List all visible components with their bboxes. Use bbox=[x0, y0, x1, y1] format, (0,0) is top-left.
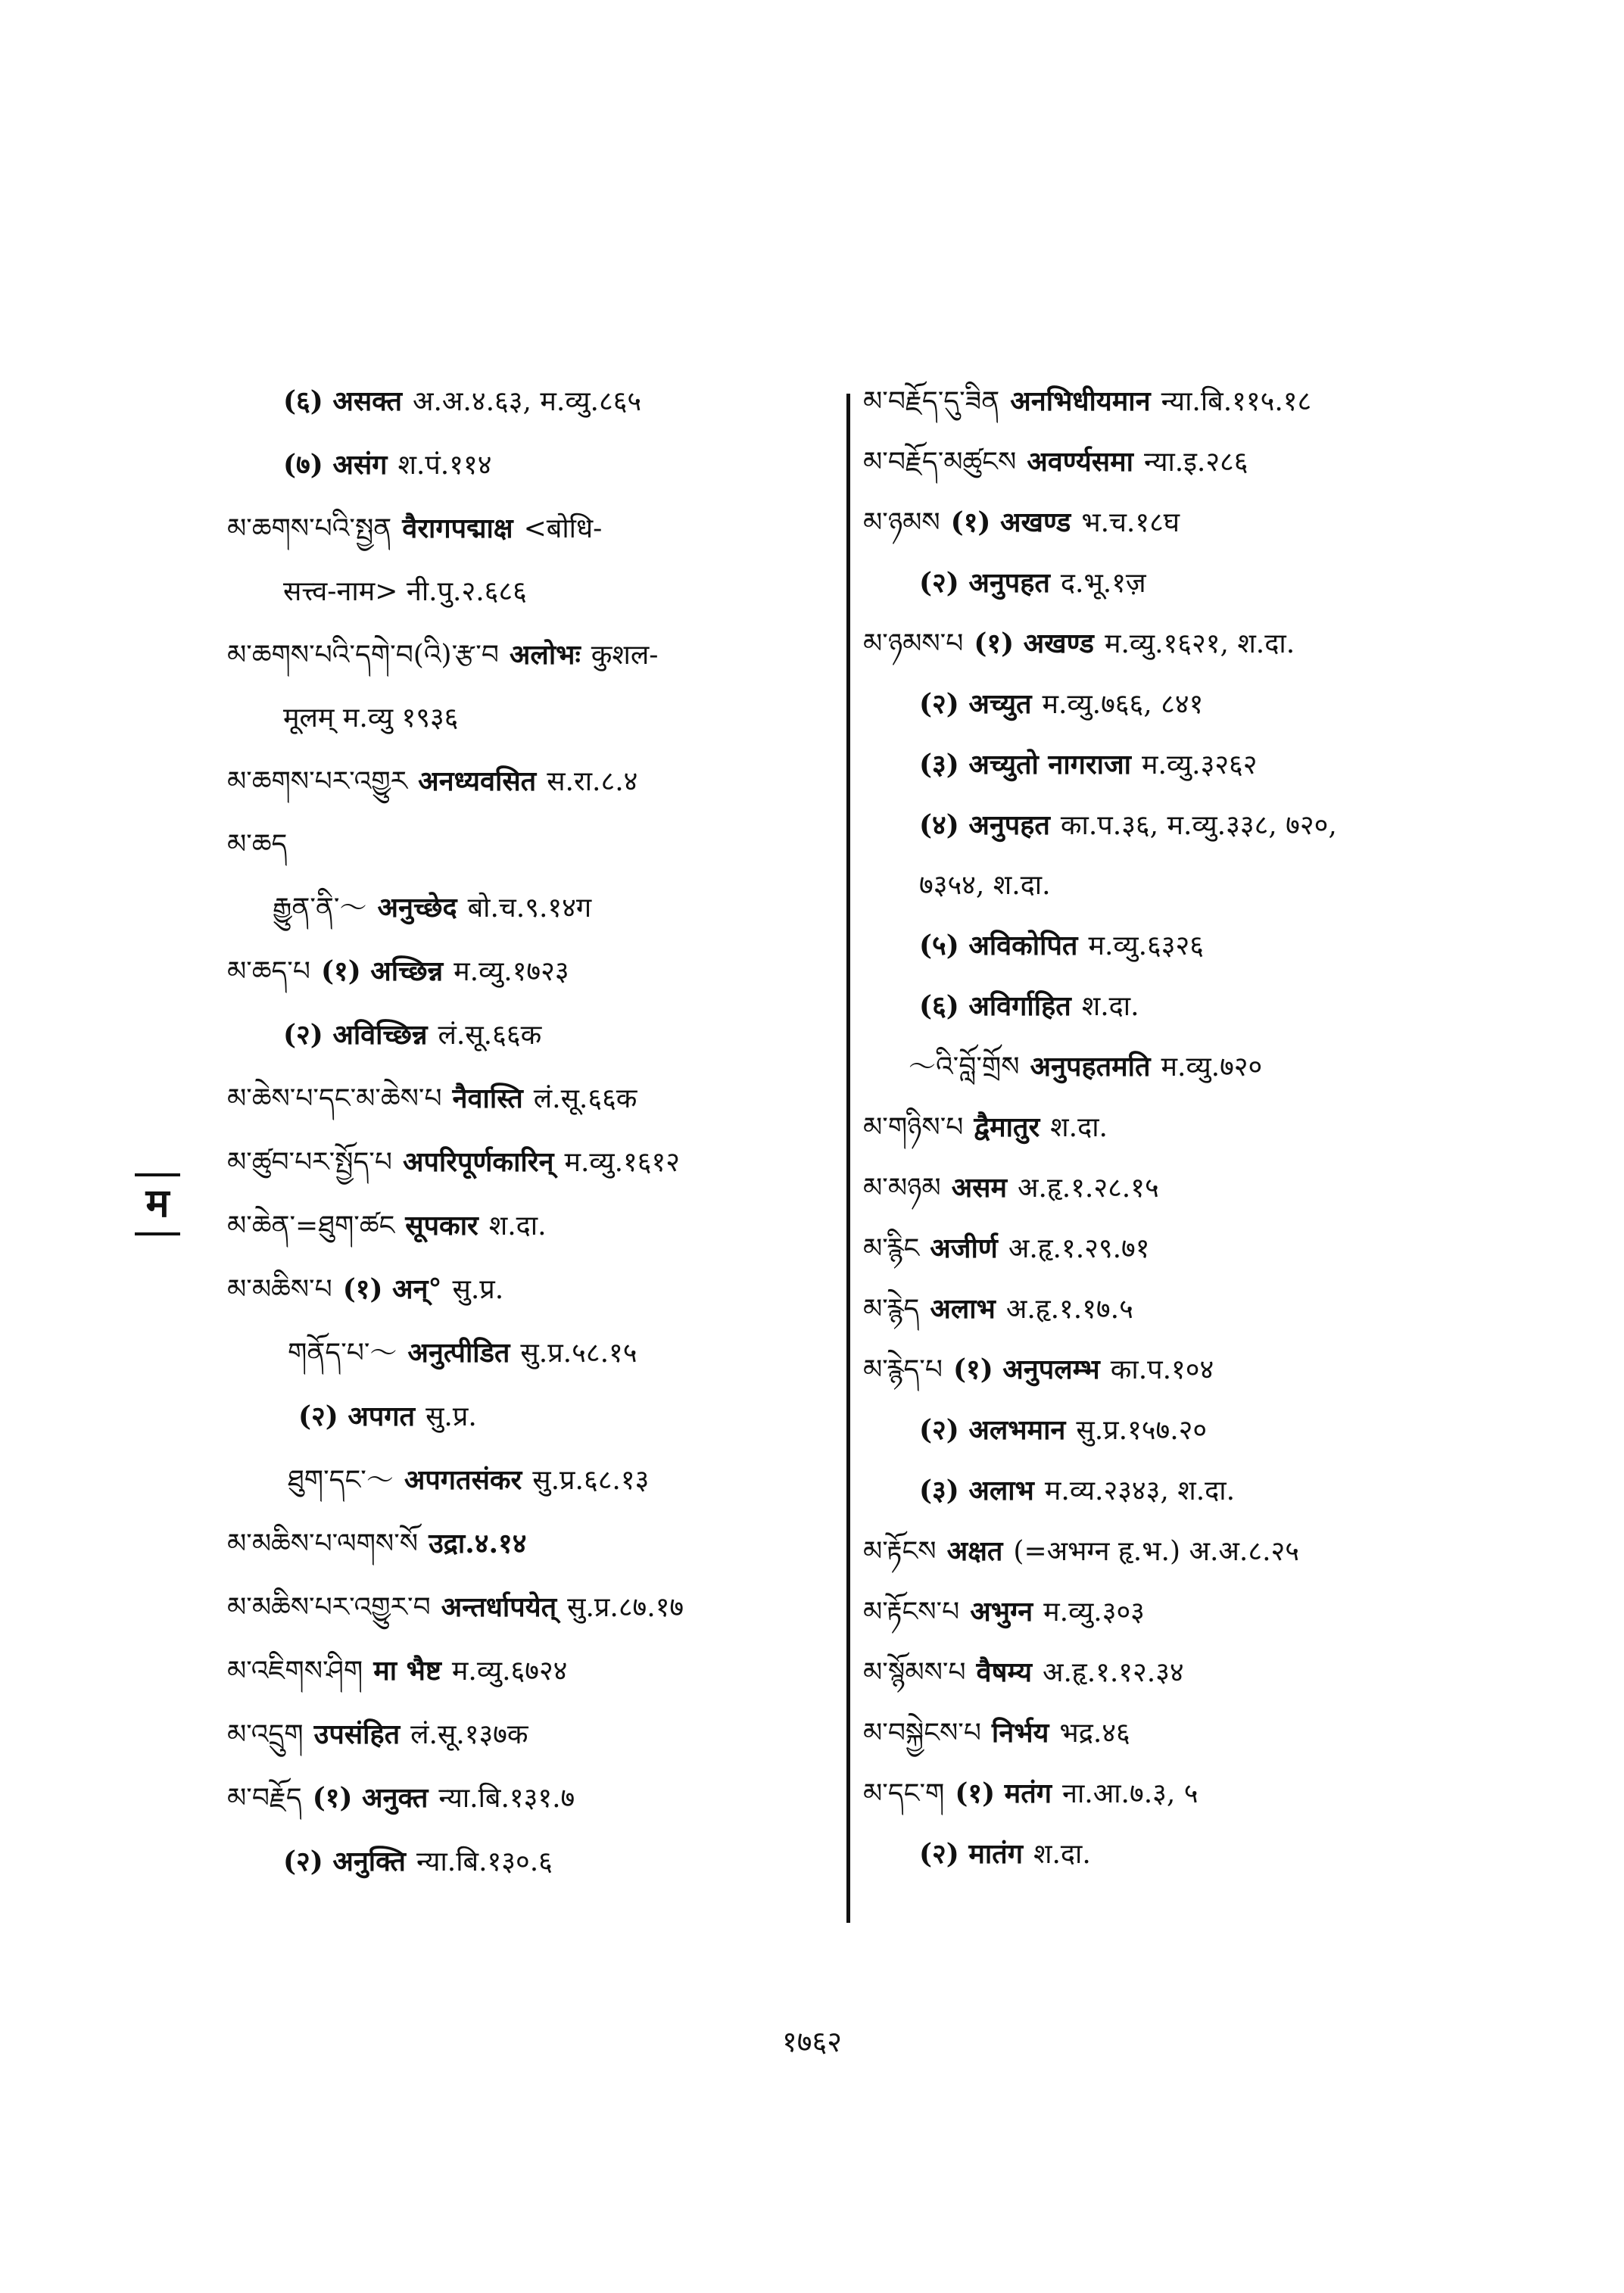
entry-source: म.व्यु.३०३ bbox=[1043, 1597, 1145, 1628]
column-divider bbox=[846, 394, 850, 1923]
entry-tibetan: མ་ཉམས bbox=[863, 507, 940, 538]
entry-tibetan: རྒྱུན་ནི་～ bbox=[273, 893, 367, 924]
entry-sanskrit: उपसंहित bbox=[313, 1718, 401, 1750]
entry-source: श.पं.११४ bbox=[397, 450, 492, 481]
entry-sanskrit: अनभिधीयमान bbox=[1010, 385, 1151, 417]
entry-tibetan: མ་རྙེད་པ bbox=[863, 1354, 943, 1385]
entry-source: श.दा. bbox=[488, 1210, 547, 1242]
entry-source: अ.हृ.१.२८.१५ bbox=[1018, 1173, 1159, 1204]
entry-tibetan: གནོད་པ་～ bbox=[288, 1338, 397, 1369]
entry-source: अ.अ.४.६३, म.व्यु.८६५ bbox=[412, 386, 642, 417]
entry-tibetan: མ་འཇིགས་ཤིག bbox=[227, 1656, 363, 1687]
entry-tibetan: མ་གཉིས་པ bbox=[863, 1112, 964, 1143]
entry-tibetan: མ་རྙིང bbox=[863, 1233, 920, 1264]
dictionary-entry bbox=[227, 1783, 833, 1814]
entry-tibetan: མ་མཆིས་པ་ལགས་སོ bbox=[227, 1528, 419, 1559]
entry-sanskrit: अजीर्ण bbox=[930, 1232, 998, 1264]
entry-source: का.प.३६, म.व्यु.३३८, ७२०, bbox=[1060, 810, 1337, 841]
entry-tibetan: མ་ཆེན་=ཐུག་ཚང bbox=[227, 1210, 395, 1242]
entry-tibetan: མ་ཆགས་པའི་སྤྱན bbox=[227, 513, 392, 544]
entry-tibetan: མ་མཉམ bbox=[863, 1173, 941, 1204]
entry-tibetan: མ་བརྗོད་དུ་ཟིན bbox=[863, 386, 1000, 417]
entry-sanskrit: (१) मतंग bbox=[955, 1777, 1052, 1809]
entry-sanskrit: (१) अखण्ड bbox=[950, 506, 1071, 538]
dictionary-entry bbox=[863, 1294, 1507, 1325]
entry-source: न्या.बि.११५.१८ bbox=[1161, 386, 1312, 417]
dictionary-entry bbox=[227, 766, 833, 797]
entry-source: का.प.१०४ bbox=[1110, 1354, 1214, 1385]
entry-tibetan: མ་འདྲུག bbox=[227, 1719, 304, 1750]
entry-source: अ.हृ.१.१७.५ bbox=[1005, 1294, 1133, 1325]
entry-source: भद्र.४६ bbox=[1059, 1718, 1130, 1749]
entry-source: न्या.इ.२८६ bbox=[1143, 447, 1248, 478]
entry-sanskrit: (२) अविच्छिन्न bbox=[283, 1019, 428, 1051]
entry-source: कुशल- bbox=[591, 640, 659, 671]
entry-sanskrit: (१) अनुक्त bbox=[312, 1782, 429, 1814]
entry-source: म.व्यु.१६१२ bbox=[564, 1147, 680, 1178]
entry-tibetan: མ་བརྗོད་མཚུངས bbox=[863, 447, 1017, 478]
right-column bbox=[863, 386, 1507, 1899]
entry-sanskrit: अलाभ bbox=[930, 1293, 996, 1325]
dictionary-entry bbox=[227, 1592, 833, 1623]
entry-source: म.व्यु.६७२४ bbox=[451, 1656, 568, 1687]
entry-tibetan: མ་རྟོངས་པ bbox=[863, 1597, 960, 1628]
dictionary-entry bbox=[227, 1147, 833, 1178]
dictionary-entry bbox=[227, 640, 833, 671]
section-letter-tab: म bbox=[135, 1173, 180, 1235]
entry-source: न्या.बि.१३०.६ bbox=[416, 1846, 553, 1877]
dictionary-entry bbox=[909, 689, 1507, 720]
entry-source: लं.सू.१३७क bbox=[410, 1719, 528, 1750]
entry-sanskrit: अक्षत bbox=[946, 1535, 1003, 1567]
dictionary-entry bbox=[909, 749, 1507, 780]
entry-sanskrit: अलोभः bbox=[509, 639, 581, 671]
dictionary-entry bbox=[863, 628, 1507, 659]
dictionary-entry bbox=[909, 871, 1507, 901]
dictionary-entry bbox=[273, 1020, 833, 1051]
entry-tibetan: མ་ཚུབ་པར་སྤྱོད་པ bbox=[227, 1147, 392, 1178]
dictionary-entry bbox=[227, 1210, 833, 1242]
entry-sanskrit: (५) अविकोपित bbox=[919, 930, 1078, 961]
entry-sanskrit: अनध्यवसित bbox=[418, 765, 537, 797]
entry-tibetan: མ་ཆེས་པ་དང་མ་ཆེས་པ bbox=[227, 1083, 442, 1114]
entry-source: अ.हृ.१.१२.३४ bbox=[1042, 1657, 1184, 1688]
entry-source: म.व्यु.७६६, ८४१ bbox=[1042, 689, 1204, 720]
entry-sanskrit: उद्रा.४.१४ bbox=[429, 1528, 527, 1559]
entry-sanskrit: निर्भय bbox=[991, 1717, 1049, 1749]
entry-sanskrit: (१) अच्छिन्न bbox=[320, 955, 444, 987]
entry-tibetan: མ་དང་ག bbox=[863, 1778, 945, 1809]
entry-sanskrit: अन्तर्धापयेत् bbox=[441, 1591, 557, 1623]
dictionary-entry bbox=[288, 1465, 833, 1496]
entry-tibetan: མ་ཉམས་པ bbox=[863, 628, 964, 659]
entry-sanskrit: नैवास्ति bbox=[452, 1083, 523, 1114]
page-number: १७६२ bbox=[781, 2025, 843, 2058]
entry-tibetan: མ་མཆིས་པ bbox=[227, 1274, 332, 1305]
entry-source: सु.प्र. bbox=[425, 1401, 477, 1432]
entry-sanskrit: (३) अलाभ bbox=[919, 1475, 1034, 1506]
entry-source: श.दा. bbox=[1081, 991, 1139, 1022]
entry-sanskrit: (४) अनुपहत bbox=[919, 809, 1050, 841]
entry-source: सु.प्र.६८.१३ bbox=[532, 1465, 650, 1496]
dictionary-entry bbox=[227, 1274, 833, 1305]
entry-sanskrit: द्वैमातुर bbox=[974, 1111, 1040, 1143]
dictionary-entry bbox=[863, 1718, 1507, 1749]
entry-source: म.व्यु.६३२६ bbox=[1088, 930, 1204, 961]
entry-source: मूलम् म.व्यु १९३६ bbox=[283, 703, 459, 734]
entry-source: अ.हृ.१.२९.७१ bbox=[1008, 1233, 1150, 1264]
entry-tibetan: ཐུག་དང་～ bbox=[288, 1465, 394, 1496]
dictionary-entry bbox=[863, 507, 1507, 538]
entry-sanskrit: मा भैष्ट bbox=[373, 1655, 441, 1687]
dictionary-entry bbox=[273, 893, 833, 924]
dictionary-entry bbox=[909, 991, 1507, 1022]
entry-sanskrit: अपरिपूर्णकारिन् bbox=[402, 1146, 554, 1178]
entry-source: सु.प्र.१५७.२० bbox=[1076, 1415, 1208, 1446]
entry-sanskrit: (२) अच्युत bbox=[919, 688, 1032, 720]
dictionary-entry bbox=[227, 1656, 833, 1687]
entry-source: बो.च.९.१४ग bbox=[467, 893, 592, 924]
dictionary-entry bbox=[227, 956, 833, 987]
entry-tibetan: མ་ཆད bbox=[227, 829, 288, 860]
entry-source: <बोधि- bbox=[523, 513, 603, 544]
dictionary-entry bbox=[227, 513, 833, 544]
dictionary-entry bbox=[227, 830, 833, 860]
dictionary-entry bbox=[909, 568, 1507, 599]
entry-source: स.रा.८.४ bbox=[547, 766, 638, 797]
entry-sanskrit: अनुत्पीडित bbox=[407, 1337, 510, 1369]
entry-sanskrit: (१) अन्° bbox=[342, 1273, 442, 1305]
entry-sanskrit: (६) अविर्गाहित bbox=[919, 990, 1071, 1022]
entry-source: सु.प्र.५८.१५ bbox=[520, 1338, 637, 1369]
entry-source: सु.प्र.८७.१७ bbox=[567, 1592, 684, 1623]
entry-sanskrit: सूपकार bbox=[405, 1210, 478, 1242]
dictionary-entry bbox=[863, 1597, 1507, 1628]
dictionary-entry bbox=[863, 386, 1507, 417]
entry-sanskrit: अनुपहतमति bbox=[1030, 1051, 1151, 1083]
entry-tibetan: མ་རྟོངས bbox=[863, 1536, 937, 1567]
entry-tibetan: མ་སྙོམས་པ bbox=[863, 1657, 966, 1688]
dictionary-entry bbox=[909, 930, 1507, 961]
dictionary-entry bbox=[863, 1112, 1507, 1143]
dictionary-entry bbox=[909, 1051, 1507, 1083]
dictionary-entry bbox=[863, 1233, 1507, 1264]
dictionary-entry bbox=[227, 1719, 833, 1750]
entry-tibetan: མ་བརྗོད bbox=[227, 1783, 302, 1814]
entry-tibetan: མ་མཆིས་པར་འགྱུར་བ bbox=[227, 1592, 431, 1623]
entry-source: म.व्य.२३४३, श.दा. bbox=[1044, 1475, 1236, 1506]
entry-sanskrit: असम bbox=[951, 1172, 1008, 1204]
entry-source: द.भू.१ज़ bbox=[1060, 568, 1146, 599]
entry-source: म.व्यु.१६२१, श.दा. bbox=[1104, 628, 1295, 659]
entry-sanskrit: अवर्ण्यसमा bbox=[1027, 446, 1133, 478]
dictionary-entry bbox=[273, 450, 833, 481]
entry-tibetan: མ་ཆགས་པའི་དགེ་བ(འི)་རྩ་བ bbox=[227, 640, 499, 671]
entry-source: श.दा. bbox=[1033, 1839, 1091, 1870]
entry-tibetan: མ་རྙེད bbox=[863, 1294, 920, 1325]
entry-source: भ.च.१८घ bbox=[1081, 507, 1180, 538]
entry-sanskrit: अभुग्न bbox=[970, 1596, 1033, 1628]
entry-sanskrit: (२) अनुक्ति bbox=[283, 1846, 406, 1877]
dictionary-entry bbox=[863, 1536, 1507, 1567]
dictionary-entry bbox=[909, 1839, 1507, 1870]
entry-source: श.दा. bbox=[1050, 1112, 1108, 1143]
entry-source: सत्त्व-नाम> नी.पु.२.६८६ bbox=[283, 576, 527, 607]
dictionary-entry bbox=[273, 703, 833, 734]
dictionary-entry bbox=[909, 810, 1507, 841]
dictionary-entry bbox=[273, 577, 833, 607]
entry-source: (=अभग्न हृ.भ.) अ.अ.८.२५ bbox=[1013, 1536, 1299, 1567]
entry-source: म.व्यु.७२० bbox=[1161, 1051, 1263, 1083]
entry-source: लं.सू.६६क bbox=[438, 1020, 542, 1051]
entry-sanskrit: वैषम्य bbox=[976, 1656, 1032, 1688]
entry-source: म.व्यु.३२६२ bbox=[1142, 749, 1258, 780]
entry-tibetan: མ་བསྐྱེངས་པ bbox=[863, 1718, 981, 1749]
entry-tibetan: ～འི་བློ་གྲོས bbox=[909, 1051, 1020, 1083]
entry-tibetan: མ་ཆད་པ bbox=[227, 956, 310, 987]
entry-source: लं.सू.६६क bbox=[533, 1083, 637, 1114]
entry-source: सु.प्र. bbox=[452, 1274, 504, 1305]
entry-sanskrit: अनुच्छेद bbox=[377, 892, 457, 924]
dictionary-entry bbox=[288, 1401, 833, 1432]
entry-source: न्या.बि.१३१.७ bbox=[438, 1783, 575, 1814]
entry-sanskrit: वैरागपद्माक्ष bbox=[402, 512, 513, 544]
dictionary-entry bbox=[863, 1778, 1507, 1809]
entry-sanskrit: (१) अखण्ड bbox=[974, 628, 1094, 659]
entry-source: म.व्यु.१७२३ bbox=[454, 956, 569, 987]
entry-tibetan: མ་ཆགས་པར་འགྱུར bbox=[227, 766, 408, 797]
entry-sanskrit: (२) मातंग bbox=[919, 1838, 1023, 1870]
entry-sanskrit: (२) अपगत bbox=[298, 1400, 416, 1432]
dictionary-entry bbox=[227, 1083, 833, 1114]
dictionary-entry bbox=[863, 1657, 1507, 1688]
entry-sanskrit: अपगतसंकर bbox=[404, 1464, 522, 1496]
left-column bbox=[227, 386, 833, 1910]
entry-source: ना.आ.७.३, ५ bbox=[1062, 1778, 1199, 1809]
dictionary-entry bbox=[288, 1338, 833, 1369]
entry-source: ७३५४, श.दा. bbox=[919, 870, 1051, 901]
entry-sanskrit: (७) असंग bbox=[283, 449, 388, 481]
dictionary-entry bbox=[227, 1528, 833, 1559]
entry-sanskrit: (३) अच्युतो नागराजा bbox=[919, 749, 1131, 780]
dictionary-entry bbox=[863, 1173, 1507, 1204]
entry-sanskrit: (६) असक्त bbox=[283, 385, 402, 417]
dictionary-entry bbox=[273, 386, 833, 417]
dictionary-entry bbox=[273, 1846, 833, 1877]
entry-sanskrit: (१) अनुपलम्भ bbox=[952, 1354, 1100, 1385]
dictionary-entry bbox=[863, 1354, 1507, 1385]
dictionary-entry bbox=[909, 1475, 1507, 1506]
dictionary-entry bbox=[909, 1415, 1507, 1446]
dictionary-entry bbox=[863, 447, 1507, 478]
entry-sanskrit: (२) अनुपहत bbox=[919, 567, 1050, 599]
entry-sanskrit: (२) अलभमान bbox=[919, 1414, 1066, 1446]
